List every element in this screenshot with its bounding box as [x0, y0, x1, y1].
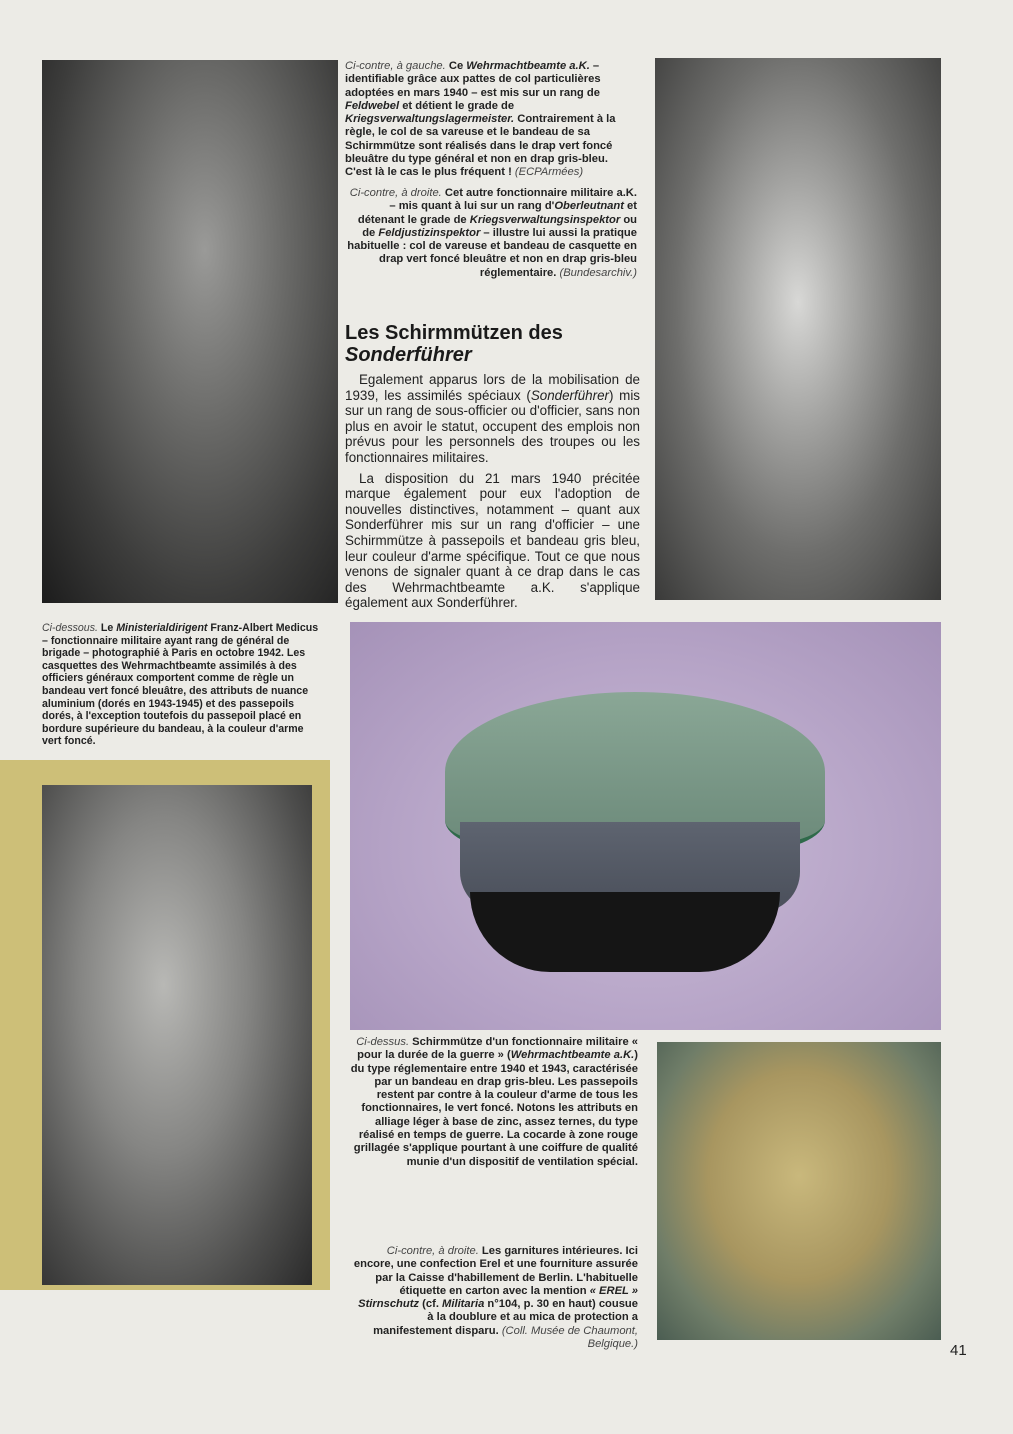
text-segment: La disposition du 21 mars 1940 précitée marque également pour eux l'adoption de nouvelles distinctives, notamment – quant aux Sonderführer mis sur un rang d'officier – une Schirmmütze à passepoils et bandeau gris bleu, leur couleur d'arme spécifique. Tout ce que nous venons de signaler quant à ce drap dans le cas des Wehrmachtbeamte a.K. s'applique également aux Sonderführer.: [345, 470, 640, 611]
text-segment: ) du type réglementaire entre 1940 et 1943, caractérisée par un bandeau en drap gris-bleu. Les passepoils restent par contre à la couleur d'arme de tous les fonctionnaires, le vert foncé. Notons les attributs en alliage léger à base de zinc, assez ternes, du type réalisé en temps de guerre. La cocarde à zone rouge grillagée s'applique pourtant à une coiffure de qualité munie d'un dispositif de ventilation spécial.: [350, 1049, 638, 1168]
text-segment: – identifiable grâce aux pattes de col particulières adoptées en mars 1940 – est mis sur un rang de: [345, 60, 601, 99]
text-segment: Ci-contre, à gauche.: [345, 60, 449, 72]
text-segment: Ce: [448, 60, 467, 72]
text-segment: Feldjustizinspektor: [378, 226, 481, 239]
text-segment: (ECPArmées): [514, 166, 584, 179]
text-segment: Egalement apparus lors de la mobilisation de 1939, les assimilés spéciaux (: [345, 372, 640, 403]
text-segment: ) mis sur un rang de sous-officier ou d'officier, sans non plus en avoir le statut, occupent des emplois non prévus pour les personnels des troupes ou les fonctionnaires militaires.: [345, 387, 640, 465]
text-segment: Cet autre fonctionnaire militaire a.K. – mis quant à lui sur un rang d': [389, 187, 637, 213]
text-segment: Militaria: [442, 1298, 485, 1311]
page-number: 41: [950, 1342, 967, 1359]
caption-medicus: [42, 622, 324, 748]
text-segment: Oberleutnant: [554, 200, 624, 213]
text-segment: Ci-dessous.: [42, 622, 101, 634]
text-segment: Les garnitures intérieures. Ici encore, une confection Erel et une fourniture assurée par la Caisse d'habillement de Berlin. L'habituelle étiquette en carton avec la mention: [353, 1245, 638, 1297]
text-segment: ou de: [362, 213, 637, 239]
text-segment: Kriegsverwaltungsinspektor: [469, 213, 621, 226]
text-segment: Sonderführer: [530, 387, 609, 403]
caption-interior: [350, 1245, 638, 1351]
photo-medicus: [42, 785, 312, 1285]
text-segment: et détient le grade de: [399, 99, 515, 112]
text-segment: Wehrmachtbeamte a.K.: [466, 60, 590, 72]
section-heading: [345, 322, 645, 366]
photo-schirmmutze: [350, 622, 941, 1030]
text-segment: Ministerialdirigent: [116, 622, 208, 634]
caption-cap: [350, 1036, 638, 1169]
text-segment: (Coll. Musée de Chaumont, Belgique.): [501, 1324, 638, 1351]
text-segment: Wehrmachtbeamte a.K.: [510, 1049, 635, 1062]
text-segment: Kriegsverwaltungslagermeister.: [345, 113, 515, 126]
text-segment: et détenant le grade de: [357, 200, 637, 226]
paragraph-2: [345, 471, 640, 611]
text-segment: Schirmmütze d'un fonctionnaire militaire « pour la durée de la guerre » (: [357, 1036, 638, 1062]
text-segment: Contrairement à la règle, le col de sa vareuse et le bandeau de sa Schirmmütze sont réalisés dans le drap vert foncé bleuâtre du type général et non en drap gris-bleu. C'est là le cas le plus fréquent !: [345, 113, 616, 179]
text-segment: n°104, p. 30 en haut) cousue à la doublure et au mica de protection a manifestement disparu.: [373, 1298, 638, 1337]
text-segment: (cf.: [419, 1298, 443, 1311]
caption-right-photo: [345, 187, 637, 280]
photo-cap-interior: [657, 1042, 941, 1340]
caption-left-photo: [345, 60, 637, 180]
paragraph-1: [345, 372, 640, 466]
text-segment: – illustre lui aussi la pratique habituelle : col de vareuse et bandeau de casquette en drap vert foncé bleuâtre et non en drap gris-bleu réglementaire.: [347, 226, 637, 279]
text-segment: Franz-Albert Medicus – fonctionnaire militaire ayant rang de général de brigade – photographié à Paris en octobre 1942. Les casquettes des Wehrmachtbeamte assimilés à des officiers généraux comportent comme de règle un bandeau vert foncé bleuâtre, des attributs de nuance aluminium (dorés en 1943-1945) et des passepoils dorés, à l'exception toutefois du passepoil placé en bordure supérieure du bandeau, à la couleur d'arme vert foncé.: [42, 622, 319, 748]
heading-line-2: Sonderführer: [345, 344, 472, 366]
text-segment: Ci-contre, à droite.: [386, 1245, 479, 1257]
text-segment: (Bundesarchiv.): [559, 266, 637, 279]
text-segment: Ci-contre, à droite.: [349, 187, 445, 199]
photo-officer-portrait: [655, 58, 941, 600]
heading-line-1: Les Schirmmützen des: [345, 322, 563, 344]
text-segment: Le: [100, 622, 117, 634]
text-segment: Ci-dessus.: [356, 1036, 410, 1048]
photo-officer-writing: [42, 60, 338, 603]
article-body: [345, 372, 640, 616]
cap-visor: [470, 892, 780, 972]
text-segment: « EREL » Stirnschutz: [358, 1284, 638, 1311]
text-segment: Feldwebel: [345, 99, 400, 112]
